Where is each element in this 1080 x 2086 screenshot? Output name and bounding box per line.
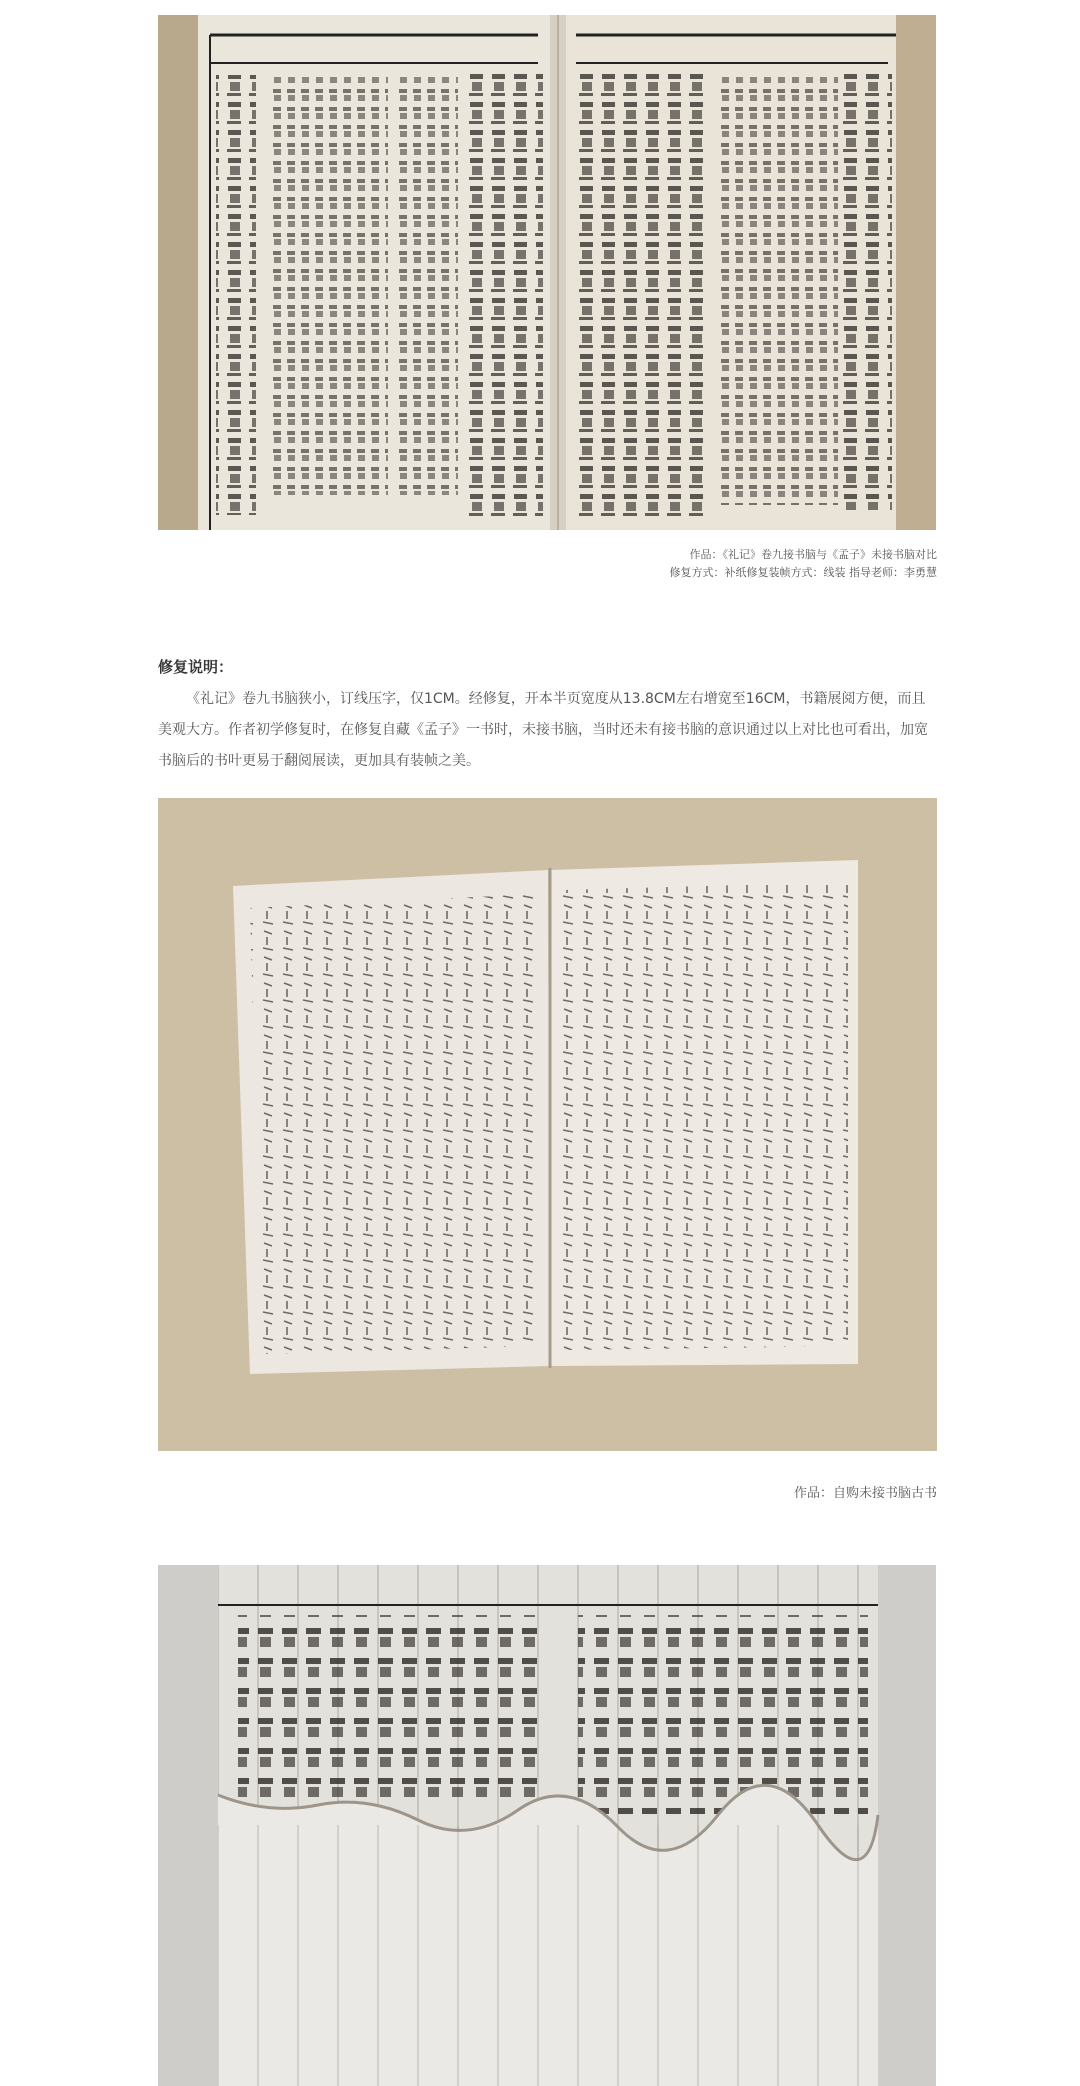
section-body: 《礼记》卷九书脑狭小，订线压字，仅1CM。经修复，开本半页宽度从13.8CM左右增宽至16CM，书籍展阅方便，而且美观大方。作者初学修复时，在修复自藏《孟子》一书时，未接书脑，当时还未有接书脑的意识通过以上对比也可看出，加宽书脑后的书叶更易于翻阅展读，更加具有装帧之美。 [158, 691, 928, 769]
photo-2-caption: 作品：自购未接书脑古书 [793, 1486, 937, 1501]
old-book-photo [158, 798, 937, 1451]
book-comparison-illustration [158, 15, 936, 530]
photo-1-caption-line-1: 作品：《礼记》卷九接书脑与《孟子》未接书脑对比 [689, 548, 937, 561]
photo-1-caption [670, 546, 938, 581]
old-book-illustration [158, 798, 937, 1451]
section-title: 修复说明： [158, 658, 234, 676]
damaged-book-photo [158, 1565, 936, 2086]
book-comparison-photo [158, 15, 936, 530]
photo-1-caption-line-2: 修复方式：补纸修复装帧方式：线装 指导老师：李勇慧 [669, 565, 937, 579]
damaged-book-illustration [158, 1565, 936, 2086]
